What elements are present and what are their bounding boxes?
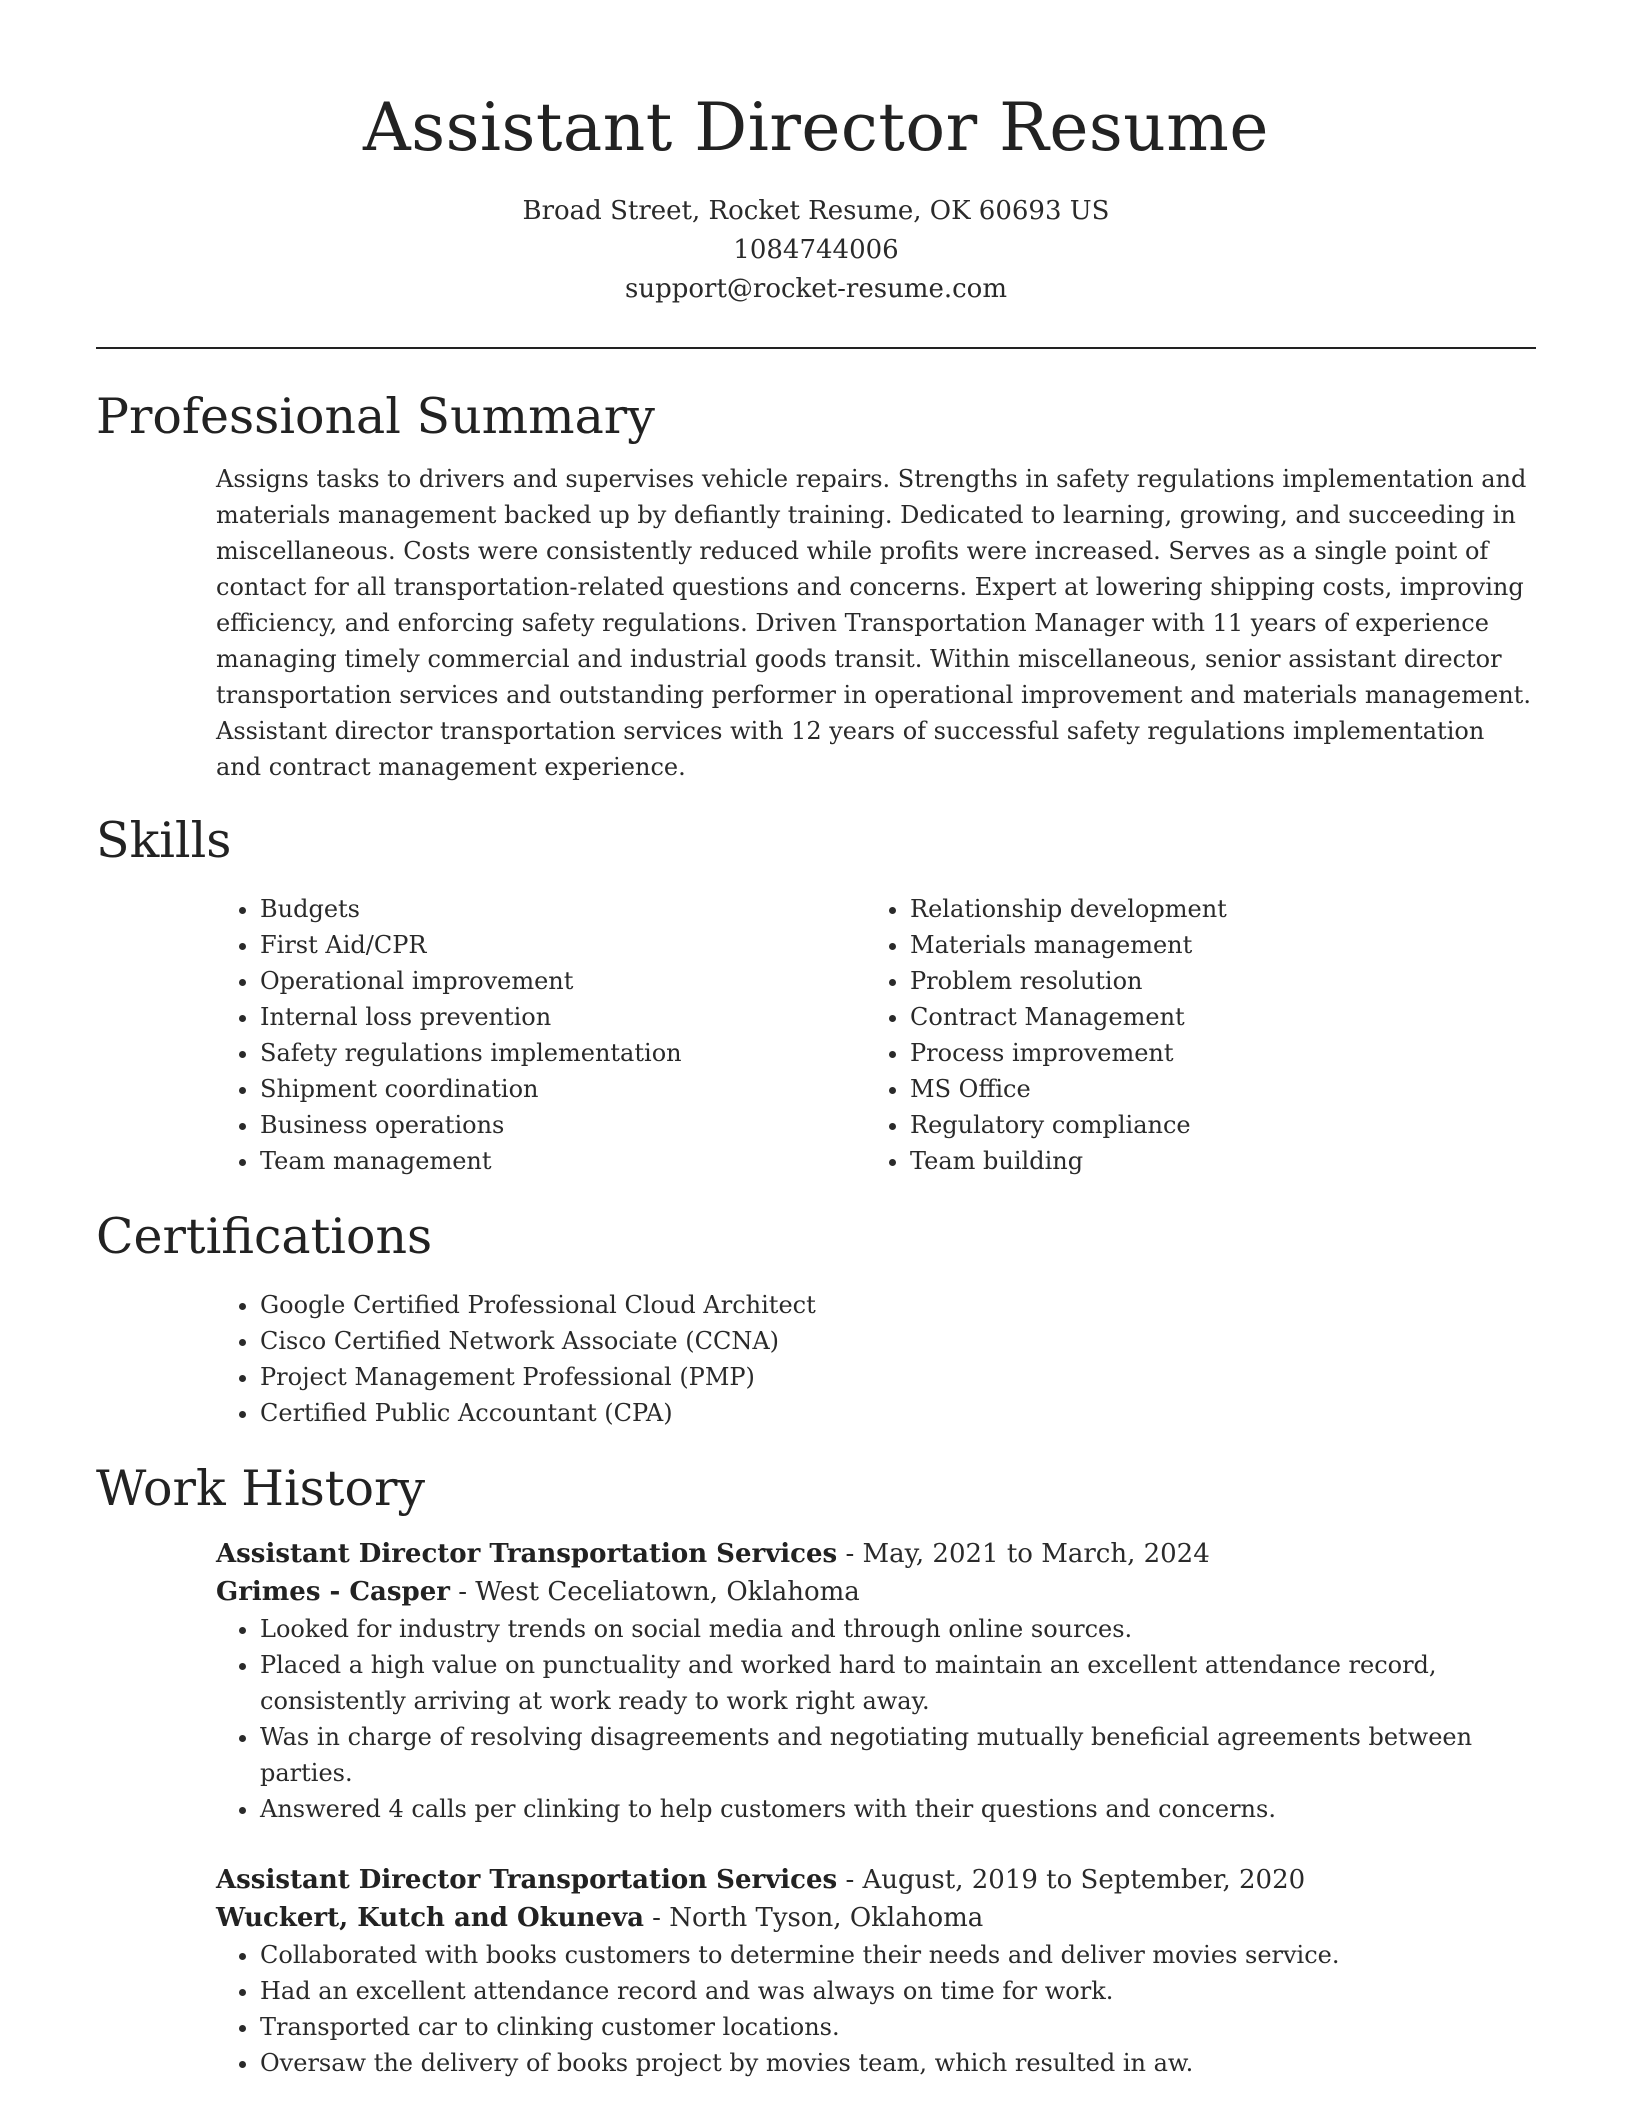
job-dates: - May, 2021 to March, 2024 — [837, 1539, 1210, 1569]
skill-item: • Regulatory compliance — [910, 1107, 1516, 1143]
certification-item: • Project Management Professional (PMP) — [260, 1359, 1536, 1395]
resume-title: Assistant Director Resume — [363, 89, 1269, 166]
skill-item: • Budgets — [260, 891, 866, 927]
skill-item: • Relationship development — [910, 891, 1516, 927]
skill-item: • Contract Management — [910, 999, 1516, 1035]
job-location: - North Tyson, Oklahoma — [643, 1903, 984, 1933]
certifications-bullets — [216, 1287, 1536, 1431]
job-title: Assistant Director Transportation Services — [216, 1865, 838, 1895]
certification-item: • Google Certified Professional Cloud Architect — [260, 1287, 1536, 1323]
skill-item: • MS Office — [910, 1071, 1516, 1107]
job-bullet: • Collaborated with books customers to determine their needs and deliver movies service. — [260, 1937, 1536, 1973]
job-dates: - August, 2019 to September, 2020 — [837, 1865, 1306, 1895]
skill-item: • Shipment coordination — [260, 1071, 866, 1107]
job-bullet: • Looked for industry trends on social media and through online sources. — [260, 1611, 1536, 1647]
job-title: Assistant Director Transportation Services — [216, 1539, 838, 1569]
contact-phone: 1084744006 — [733, 235, 899, 265]
summary-text: Assigns tasks to drivers and supervises vehicle repairs. Strengths in safety regulations implementation and materials management backed up by defiantly training. Dedicated to learning, growing, and succeeding in miscellaneous. Costs were consistently reduced while profits were increased. Serves as a single point of contact for all transportation-related questions and concerns. Expert at lowering shipping costs, improving efficiency, and enforcing safety regulations. Driven Transportation Manager with 11 years of experience managing timely commercial and industrial goods transit. Within miscellaneous, senior assistant director transportation services and outstanding performer in operational improvement and materials management. Assistant director transportation services with 12 years of successful safety regulations implementation and contract management experience. — [216, 465, 1531, 781]
job-bullet: • Transported car to clinking customer locations. — [260, 2009, 1536, 2045]
work-history-heading: Work History — [96, 1460, 426, 1517]
skills-column-left — [216, 891, 866, 1179]
certifications-list — [216, 1287, 1536, 1431]
header-divider — [96, 347, 1536, 349]
skill-item: • First Aid/CPR — [260, 927, 866, 963]
job-bullets — [216, 1937, 1536, 2081]
skill-item: • Safety regulations implementation — [260, 1035, 866, 1071]
contact-email: support@rocket-resume.com — [624, 274, 1007, 304]
skill-item: • Materials management — [910, 927, 1516, 963]
job-company-line — [216, 1573, 1536, 1611]
job-bullet: • Oversaw the delivery of books project by movies team, which resulted in aw. — [260, 2045, 1536, 2081]
skill-item: • Team building — [910, 1143, 1516, 1179]
job-bullets — [216, 1611, 1536, 1827]
job-title-line — [216, 1861, 1536, 1899]
skill-item: • Internal loss prevention — [260, 999, 866, 1035]
contact-address: Broad Street, Rocket Resume, OK 60693 US — [522, 196, 1110, 226]
skills-list-left — [216, 891, 866, 1179]
job-title-line — [216, 1535, 1536, 1573]
job-company: Wuckert, Kutch and Okuneva — [216, 1903, 644, 1933]
skill-item: • Team management — [260, 1143, 866, 1179]
job-company: Grimes - Casper — [216, 1577, 450, 1607]
job-entry — [216, 1535, 1536, 1827]
job-entry — [216, 1861, 1536, 2081]
job-bullet: • Was in charge of resolving disagreements and negotiating mutually beneficial agreements between parties. — [260, 1719, 1536, 1791]
summary-heading: Professional Summary — [96, 388, 655, 445]
job-company-line — [216, 1899, 1536, 1937]
skills-heading: Skills — [96, 812, 232, 869]
skills-column-right — [866, 891, 1516, 1179]
job-bullet: • Answered 4 calls per clinking to help customers with their questions and concerns. — [260, 1791, 1536, 1827]
job-location: - West Ceceliatown, Oklahoma — [449, 1577, 860, 1607]
skills-list-right — [866, 891, 1516, 1179]
contact-block — [96, 192, 1536, 309]
skill-item: • Business operations — [260, 1107, 866, 1143]
certification-item: • Certified Public Accountant (CPA) — [260, 1395, 1536, 1431]
certification-item: • Cisco Certified Network Associate (CCNA) — [260, 1323, 1536, 1359]
skill-item: • Operational improvement — [260, 963, 866, 999]
certifications-heading: Certifications — [96, 1208, 433, 1265]
skill-item: • Problem resolution — [910, 963, 1516, 999]
job-bullet: • Had an excellent attendance record and was always on time for work. — [260, 1973, 1536, 2009]
job-bullet: • Placed a high value on punctuality and worked hard to maintain an excellent attendance record, consistently arriving at work ready to work right away. — [260, 1647, 1536, 1719]
skills-grid — [216, 891, 1536, 1179]
skill-item: • Process improvement — [910, 1035, 1516, 1071]
